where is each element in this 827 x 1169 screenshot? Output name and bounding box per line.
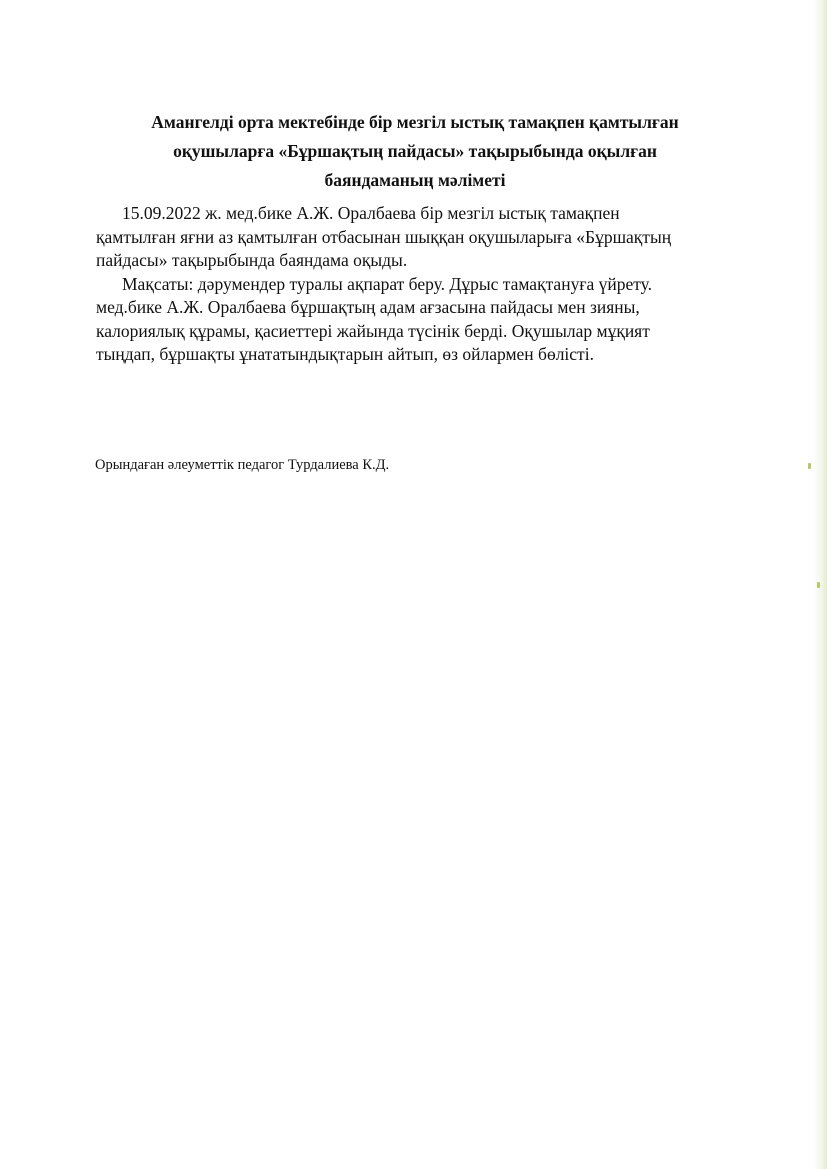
- body-line: 15.09.2022 ж. мед.бике А.Ж. Оралбаева бір мезгіл ыстық тамақпен: [122, 203, 620, 223]
- scan-edge-shadow: [813, 0, 827, 1169]
- body-line: калориялық құрамы, қасиеттері жайында түсінік берді. Оқушылар мұқият: [96, 320, 650, 341]
- signature-line: Орындаған әлеуметтік педагог Турдалиева К.Д.: [95, 457, 390, 473]
- document-body: [96, 202, 736, 367]
- body-line: пайдасы» тақырыбында баяндама оқыды.: [96, 250, 408, 270]
- title-line: оқушыларға «Бұршақтың пайдасы» тақырыбында оқылған: [173, 141, 657, 161]
- title-line: баяндаманың мәліметі: [324, 170, 506, 190]
- body-line: Мақсаты: дәрумендер туралы ақпарат беру. Дұрыс тамақтануға үйрету.: [122, 273, 653, 294]
- scan-speck: [808, 463, 811, 469]
- title-line: Амангелді орта мектебінде бір мезгіл ыстық тамақпен қамтылған: [151, 112, 679, 132]
- document-title: [95, 108, 735, 195]
- body-line: тыңдап, бұршақты ұнататындықтарын айтып, өз ойлармен бөлісті.: [96, 344, 594, 364]
- body-line: қамтылған яғни аз қамтылған отбасынан шыққан оқушыларыға «Бұршақтың: [96, 226, 672, 247]
- body-line: мед.бике А.Ж. Оралбаева бұршақтың адам ағзасына пайдасы мен зияны,: [96, 297, 640, 317]
- scan-speck: [817, 582, 820, 588]
